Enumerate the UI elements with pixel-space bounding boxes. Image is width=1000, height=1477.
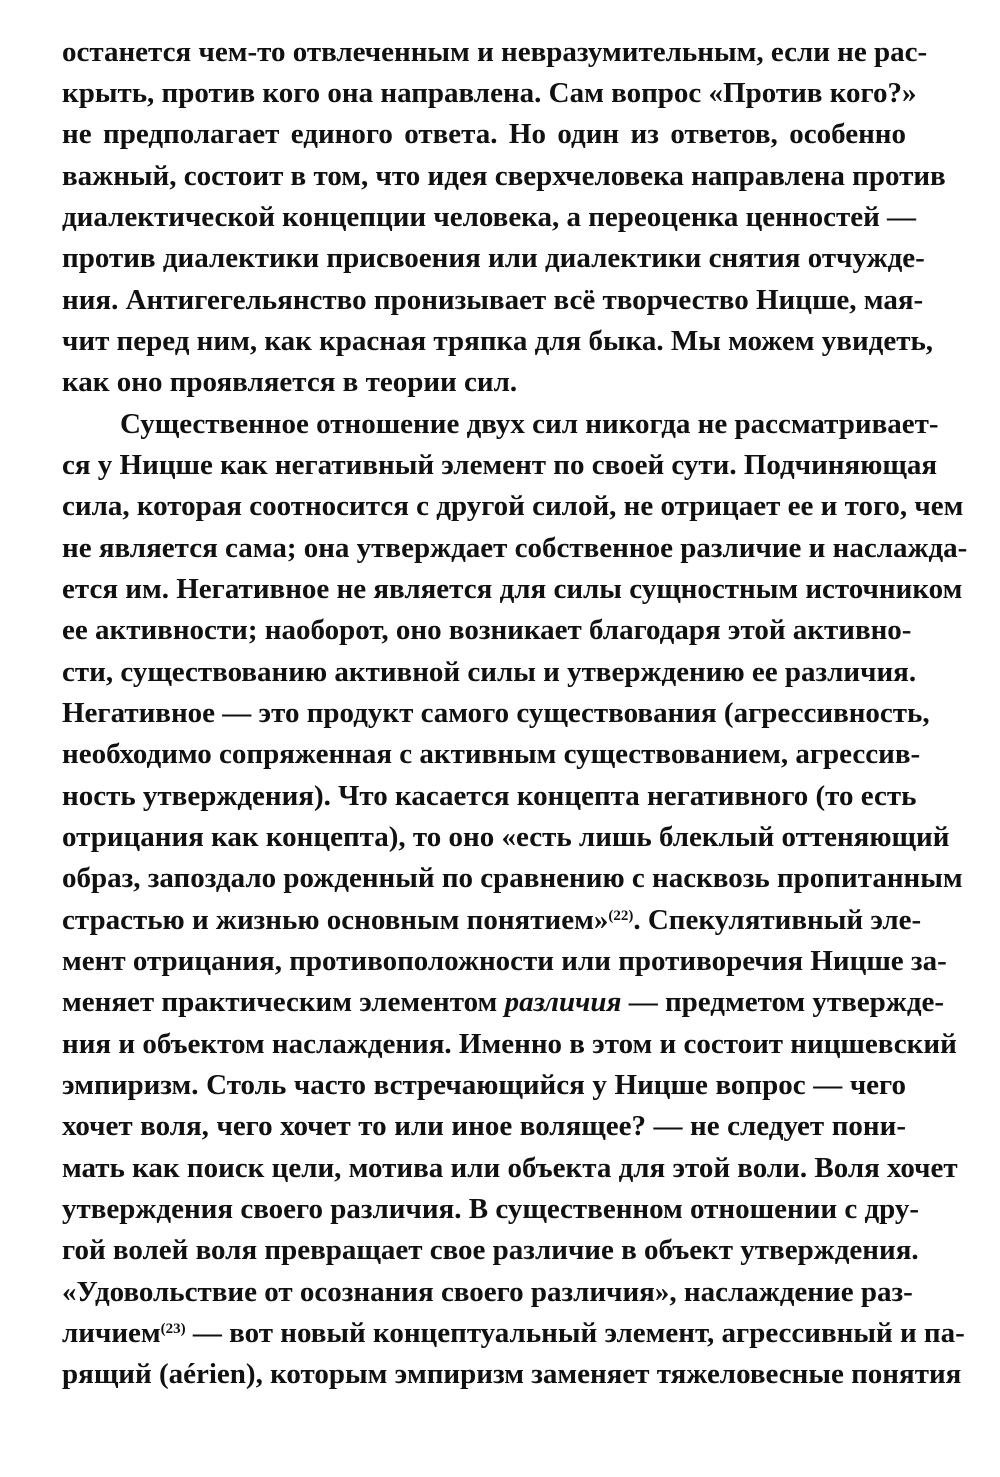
text-line: не предполагает единого ответа. Но один из ответов, особенно [62, 118, 906, 150]
text-line: Негативное — это продукт самого существования (агрессивность, [62, 697, 930, 729]
text-line: образ, запоздало рожденный по сравнению с насквозь пропитанным [62, 862, 963, 894]
text-line: эмпиризм. Столь часто встречающийся у Ницше вопрос — чего [62, 1069, 906, 1101]
text-line: ность утверждения). Что касается концепта негативного (то есть [62, 780, 917, 812]
text-line: важный, состоит в том, что идея сверхчеловека направлена против [62, 160, 946, 192]
text-line: чит перед ним, как красная тряпка для быка. Мы можем увидеть, [62, 325, 934, 357]
text-line: хочет воля, чего хочет то или иное волящее? — не следует пони- [62, 1110, 906, 1142]
text-line [62, 900, 922, 940]
text-line [62, 1313, 965, 1353]
text-line: не является сама; она утверждает собственное различие и наслажда- [62, 532, 968, 564]
text-line: гой волей воля превращает свое различие в объект утверждения. [62, 1234, 919, 1266]
text-line: ния и объектом наслаждения. Именно в этом и состоит ницшевский [62, 1028, 957, 1060]
text-line: рящий (aérien), которым эмпиризм заменяет тяжеловесные понятия [62, 1358, 962, 1390]
text-line: останется чем-то отвлеченным и невразумительным, если не рас- [62, 36, 928, 68]
text-line: мент отрицания, противоположности или противоречия Ницше за- [62, 945, 947, 977]
text-line: мать как поиск цели, мотива или объекта для этой воли. Воля хочет [62, 1152, 958, 1184]
text-line [62, 982, 945, 1022]
text-span: — вот новый концептуальный элемент, агрессивный и па- [185, 1317, 965, 1349]
text-line: сила, которая соотносится с другой силой, не отрицает ее и того, чем [62, 490, 964, 522]
text-line: отрицания как концепта), то оно «есть лишь блеклый оттеняющий [62, 821, 950, 853]
text-line: Существенное отношение двух сил никогда не рассматривает- [120, 408, 939, 440]
footnote-marker: (22) [608, 908, 634, 924]
text-span: — предметом утвержде- [621, 986, 945, 1018]
text-line: необходимо сопряженная с активным существованием, агрессив- [62, 738, 921, 770]
text-line: ется им. Негативное не является для силы сущностным источником [62, 573, 963, 605]
footnote-marker: (23) [160, 1321, 186, 1337]
text-line: против диалектики присвоения или диалектики снятия отчужде- [62, 242, 925, 274]
text-line: как оно проявляется в теории сил. [62, 366, 518, 398]
text-line: ся у Ницше как негативный элемент по своей сути. Подчиняющая [62, 449, 938, 481]
text-span: . Спекулятивный эле- [633, 904, 922, 936]
text-line: утверждения своего различия. В существенном отношении с дру- [62, 1193, 920, 1225]
text-line: «Удовольствие от осознания своего различия», наслаждение раз- [62, 1276, 913, 1308]
text-line: ее активности; наоборот, оно возникает благодаря этой активно- [62, 614, 912, 646]
text-line: диалектической концепции человека, а переоценка ценностей — [62, 201, 917, 233]
text-span: страстью и жизнью основным понятием» [62, 904, 609, 936]
text-line: крыть, против кого она направлена. Сам вопрос «Против кого?» [62, 77, 917, 109]
text-span: личием [62, 1317, 161, 1349]
text-line: ния. Антигегельянство пронизывает всё творчество Ницше, мая- [62, 284, 924, 316]
text-span: меняет практическим элементом [62, 986, 505, 1018]
text-line: сти, существованию активной силы и утверждению ее различия. [62, 656, 917, 688]
italic-emphasis: различия [504, 986, 622, 1018]
